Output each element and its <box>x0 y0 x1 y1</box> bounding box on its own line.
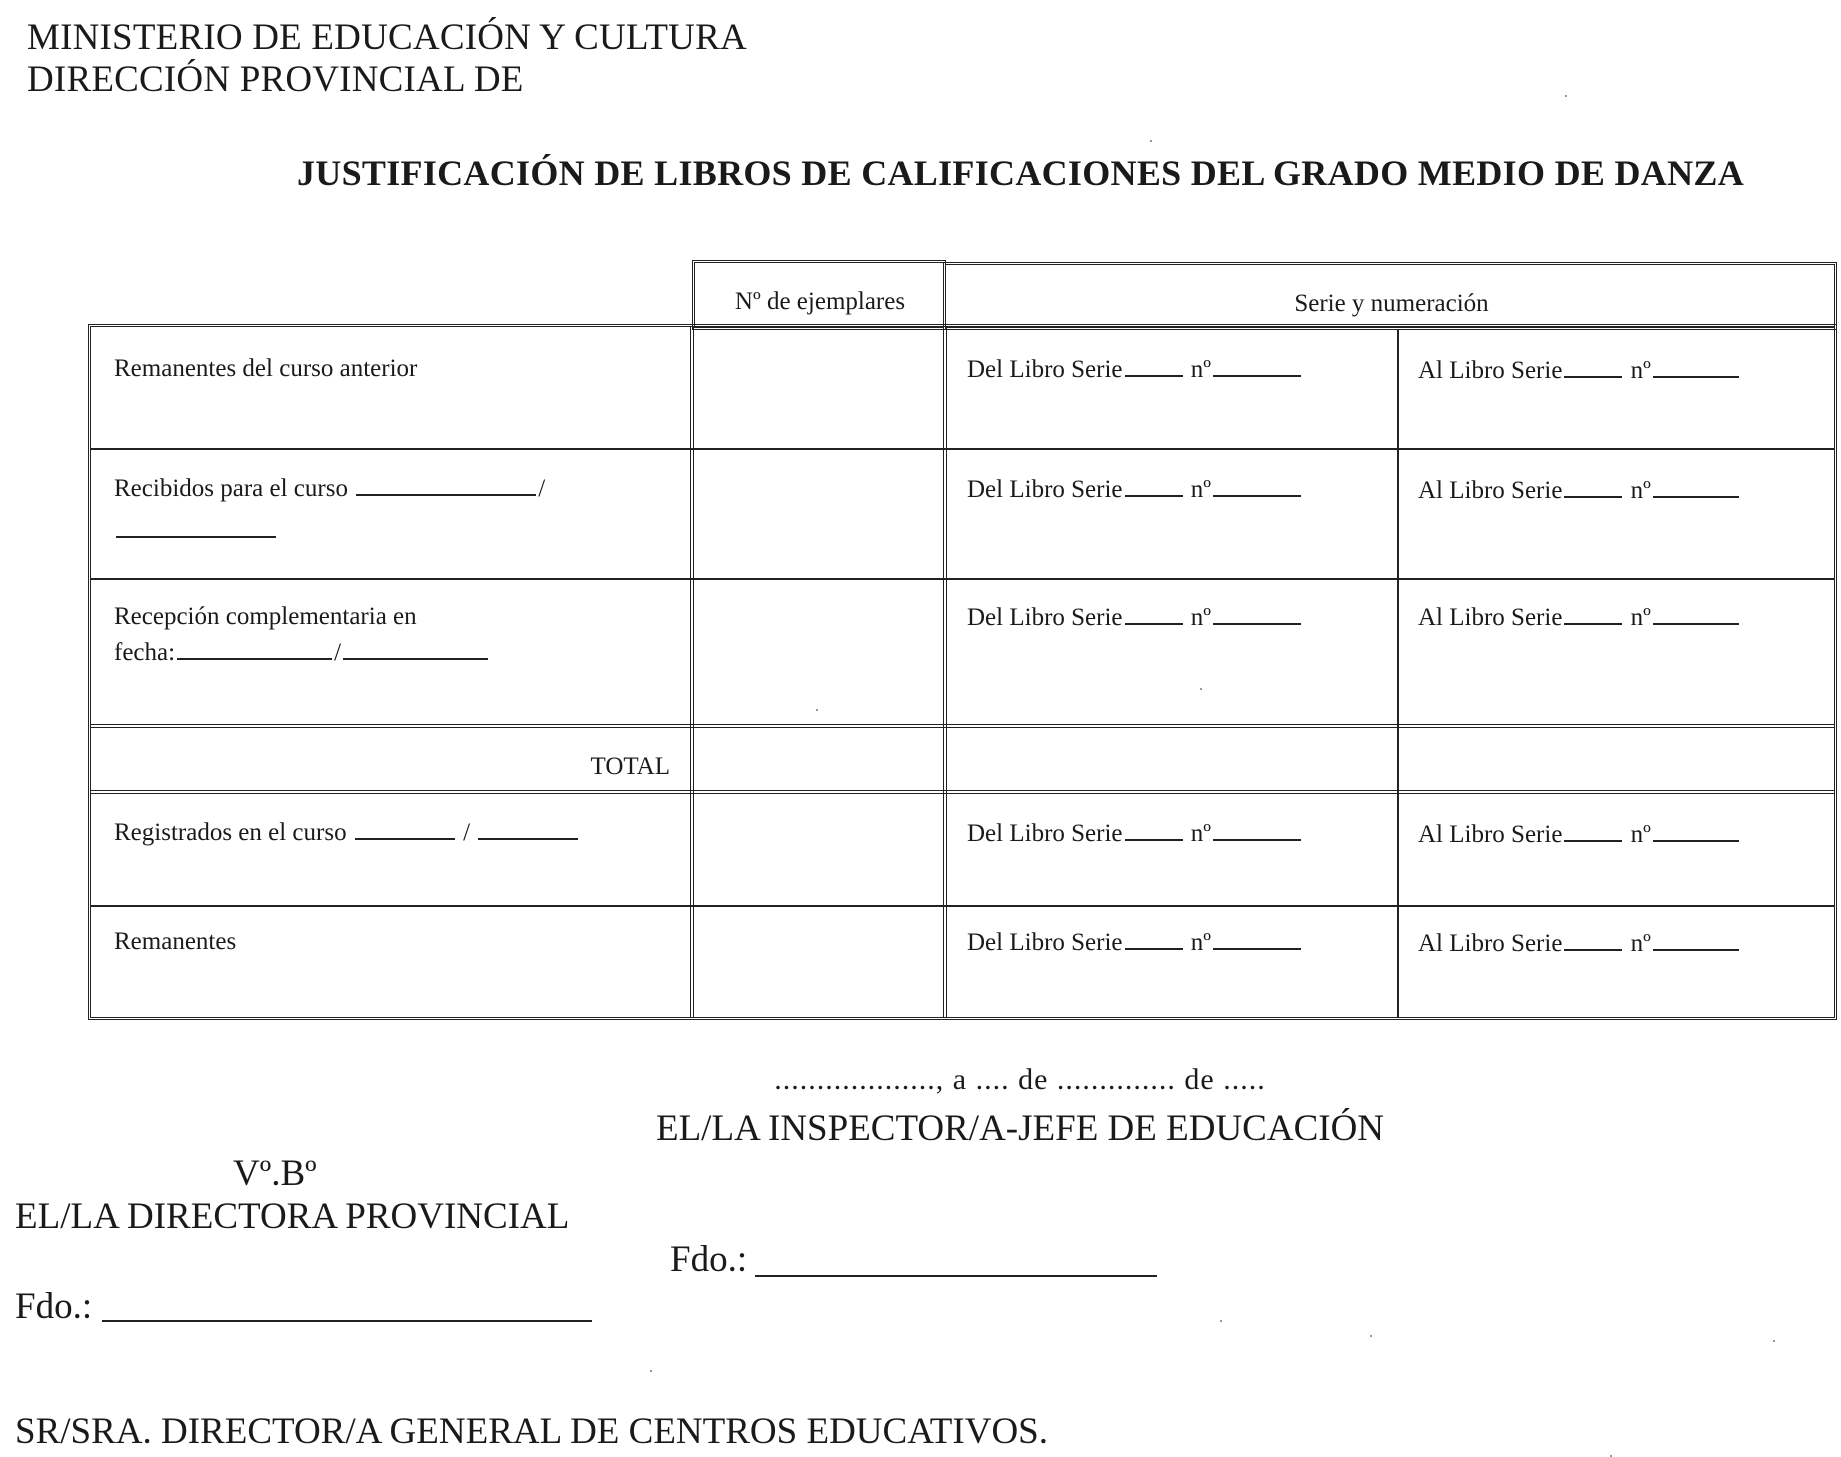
row-label-remaining-previous: Remanentes del curso anterior <box>114 355 418 382</box>
scan-speck <box>1220 1320 1222 1322</box>
slash: / <box>334 639 342 666</box>
to-book-cell <box>1418 604 1741 632</box>
number-blank[interactable] <box>1653 948 1739 951</box>
series-blank[interactable] <box>1125 374 1183 377</box>
to-label: Al Libro Serie <box>1418 821 1563 848</box>
inspector-signature-line[interactable] <box>755 1275 1157 1277</box>
from-label: Del Libro Serie <box>967 820 1123 847</box>
from-book-cell <box>967 356 1303 384</box>
scan-speck <box>650 1370 652 1372</box>
row-label-registered <box>114 819 580 847</box>
course-start-blank[interactable] <box>355 837 455 840</box>
series-blank[interactable] <box>1564 948 1622 951</box>
table-body-frame <box>88 324 1837 1020</box>
date-label: fecha: <box>114 639 176 666</box>
scan-speck <box>1370 1335 1372 1337</box>
to-book-cell <box>1418 821 1741 849</box>
number-label: nº <box>1190 476 1212 503</box>
to-label: Al Libro Serie <box>1418 477 1563 504</box>
provincial-direction-heading: DIRECCIÓN PROVINCIAL DE <box>27 59 524 100</box>
number-blank[interactable] <box>1213 494 1301 497</box>
course-end-blank[interactable] <box>116 535 276 538</box>
date-start-blank[interactable] <box>177 657 332 660</box>
to-label: Al Libro Serie <box>1418 604 1563 631</box>
row-label-remaining: Remanentes <box>114 928 237 955</box>
series-blank[interactable] <box>1125 494 1183 497</box>
slash: / <box>463 819 471 846</box>
number-blank[interactable] <box>1653 375 1739 378</box>
addressee-line: SR/SRA. DIRECTOR/A GENERAL DE CENTROS EDUCATIVOS. <box>15 1411 1049 1452</box>
from-label: Del Libro Serie <box>967 929 1123 956</box>
scan-speck <box>1200 688 1202 690</box>
scan-speck <box>1150 140 1152 142</box>
number-blank[interactable] <box>1213 622 1301 625</box>
from-label: Del Libro Serie <box>967 476 1123 503</box>
slash: / <box>538 475 546 502</box>
from-book-cell <box>967 820 1303 848</box>
from-label: Del Libro Serie <box>967 604 1123 631</box>
course-end-blank[interactable] <box>478 837 578 840</box>
place-date-line: ..................., a .... de .............. de ..... <box>774 1063 1266 1096</box>
to-label: Al Libro Serie <box>1418 357 1563 384</box>
series-blank[interactable] <box>1125 622 1183 625</box>
inspector-signed-label: Fdo.: <box>670 1239 748 1280</box>
number-label: nº <box>1630 477 1651 504</box>
inspector-title: EL/LA INSPECTOR/A-JEFE DE EDUCACIÓN <box>655 1108 1385 1149</box>
director-signature-line[interactable] <box>102 1320 592 1322</box>
number-label: nº <box>1630 821 1651 848</box>
scan-speck <box>1773 1340 1775 1342</box>
number-blank[interactable] <box>1213 374 1301 377</box>
number-blank[interactable] <box>1213 947 1301 950</box>
series-blank[interactable] <box>1564 375 1622 378</box>
scan-speck <box>816 709 818 711</box>
number-blank[interactable] <box>1653 495 1739 498</box>
registered-label: Registrados en el curso <box>114 819 347 846</box>
complementary-date <box>114 639 490 667</box>
to-book-cell <box>1418 357 1741 385</box>
to-book-cell <box>1418 930 1741 958</box>
number-blank[interactable] <box>1653 622 1739 625</box>
number-blank[interactable] <box>1213 838 1301 841</box>
approval-mark: Vº.Bº <box>233 1153 317 1194</box>
from-book-cell <box>967 929 1303 957</box>
series-blank[interactable] <box>1125 838 1183 841</box>
to-book-cell <box>1418 477 1741 505</box>
course-start-blank[interactable] <box>356 493 536 496</box>
date-end-blank[interactable] <box>343 657 488 660</box>
copies-column-header: Nº de ejemplares <box>734 288 906 315</box>
received-label: Recibidos para el curso <box>114 475 348 502</box>
number-blank[interactable] <box>1653 839 1739 842</box>
series-blank[interactable] <box>1125 947 1183 950</box>
row-label-total: TOTAL <box>590 753 670 780</box>
document-title: JUSTIFICACIÓN DE LIBROS DE CALIFICACIONES DEL GRADO MEDIO DE DANZA <box>296 153 1745 193</box>
number-label: nº <box>1630 357 1651 384</box>
from-book-cell <box>967 476 1303 504</box>
number-label: nº <box>1190 604 1212 631</box>
director-title: EL/LA DIRECTORA PROVINCIAL <box>15 1196 570 1237</box>
series-blank[interactable] <box>1564 622 1622 625</box>
series-blank[interactable] <box>1564 495 1622 498</box>
director-signed-label: Fdo.: <box>15 1286 93 1327</box>
number-label: nº <box>1630 604 1651 631</box>
row-label-received <box>114 475 545 503</box>
from-book-cell <box>967 604 1303 632</box>
ministry-heading: MINISTERIO DE EDUCACIÓN Y CULTURA <box>27 17 747 58</box>
number-label: nº <box>1190 820 1212 847</box>
number-label: nº <box>1630 930 1651 957</box>
series-blank[interactable] <box>1564 839 1622 842</box>
to-label: Al Libro Serie <box>1418 930 1563 957</box>
number-label: nº <box>1190 356 1212 383</box>
row-label-complementary: Recepción complementaria en <box>114 603 417 630</box>
series-column-header: Serie y numeración <box>1294 290 1489 317</box>
scan-speck <box>1565 95 1567 97</box>
from-label: Del Libro Serie <box>967 356 1123 383</box>
number-label: nº <box>1190 929 1212 956</box>
